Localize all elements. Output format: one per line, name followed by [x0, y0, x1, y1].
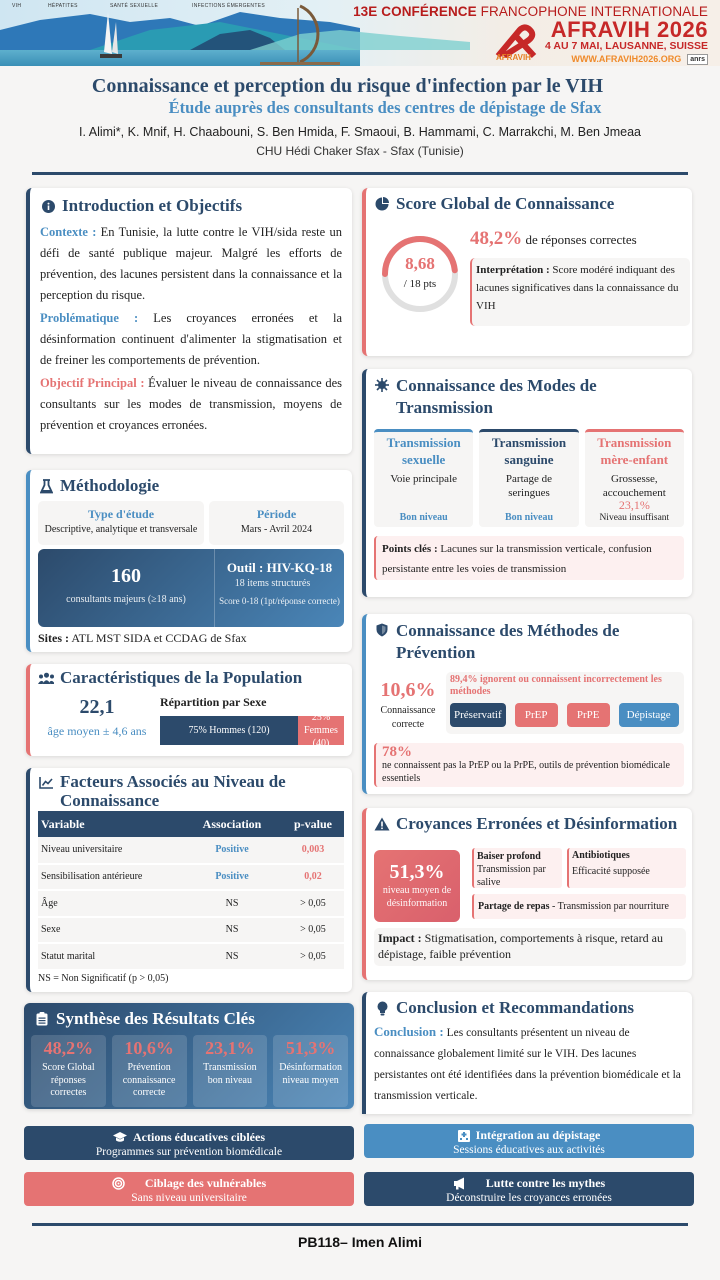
clipboard-icon	[34, 1011, 50, 1027]
chart-line-icon	[38, 774, 54, 790]
prevention-title-row	[374, 620, 684, 664]
score-percent: 48,2%	[470, 228, 523, 249]
objectif-text: Évaluer le niveau de connaissance des consultants sur les modes de transmission, moyens de prévention et croyances erronées.	[40, 376, 342, 432]
recommendation-card	[364, 1124, 694, 1158]
synthesis-item	[193, 1035, 268, 1107]
population-title: Caractéristiques de la Population	[60, 668, 303, 687]
synthesis-card	[24, 1003, 354, 1109]
sex-bar	[160, 712, 344, 749]
recommendation-card	[24, 1126, 354, 1160]
contexte-text: En Tunisie, la lutte contre le VIH/sida reste un défi de santé publique majeur. Malgré les efforts de prévention, des lacunes persistent dans la connaissance et la perception du risque.	[40, 225, 342, 302]
table-row	[38, 943, 344, 970]
study-type-label: Type d'étude	[87, 507, 155, 521]
sample-tool-panel	[38, 549, 344, 627]
belief-text: Efficacité supposée	[572, 866, 650, 877]
sites-value: ATL MST SIDA et CCDAG de Sfax	[71, 631, 247, 645]
sex-bar-women: 25% Femmes (40)	[298, 716, 344, 745]
score-card	[362, 188, 692, 356]
synthesis-label: Désinformation niveau moyen	[279, 1062, 342, 1086]
misinformation-label: niveau moyen de désinformation	[382, 885, 452, 909]
target-icon	[112, 1177, 125, 1190]
period-box	[209, 501, 344, 545]
factors-table-header	[38, 811, 344, 837]
problematique-label: Problématique :	[40, 311, 139, 325]
chart-pie-icon	[374, 196, 390, 212]
key-points-text: Lacunes sur la transmission verticale, confusion persistante entre les voies de transmission	[382, 543, 652, 575]
sample-description: consultants majeurs (≥18 ans)	[66, 594, 186, 605]
banner-topic: SANTÉ SEXUELLE	[110, 3, 159, 9]
transmission-mode-level: Bon niveau	[399, 512, 448, 523]
table-row	[38, 864, 344, 891]
recommendation-subtitle: Sessions éducatives aux activités	[453, 1144, 605, 1156]
prevention-method-tag: Dépistage	[619, 703, 679, 727]
score-max: / 18 pts	[403, 278, 437, 290]
cell-pvalue: > 0,05	[300, 950, 326, 962]
recommendation-title: Ciblage des vulnérables	[144, 1176, 267, 1190]
cell-association: Positive	[215, 844, 249, 856]
recommendation-subtitle: Sans niveau universitaire	[131, 1192, 247, 1204]
synthesis-value: 10,6%	[124, 1038, 174, 1058]
impact-box	[374, 928, 686, 966]
prep-stat-text: ne connaissent pas la PrEP ou la PrPE, outils de prévention biomédicale essentiels	[382, 760, 670, 784]
column-header-pvalue: p-value	[293, 816, 332, 831]
factors-table	[38, 811, 344, 971]
mean-age-value: 22,1	[79, 696, 115, 718]
synthesis-item	[31, 1035, 106, 1107]
synthesis-item	[112, 1035, 187, 1107]
intro-card	[26, 188, 352, 454]
cell-variable: Niveau universitaire	[41, 844, 123, 856]
score-title-row	[374, 194, 684, 214]
transmission-title: Connaissance des Modes de Transmission	[396, 376, 597, 417]
impact-label: Impact :	[378, 931, 422, 945]
recommendation-card	[24, 1172, 354, 1206]
cell-association: NS	[225, 950, 239, 962]
prevention-ignore-text: 89,4% ignorent ou connaissent incorrectement les méthodes	[450, 674, 662, 697]
synthesis-value: 23,1%	[205, 1038, 255, 1058]
intro-title-row	[40, 196, 342, 216]
footer-divider	[32, 1223, 688, 1226]
affiliation: CHU Hédi Chaker Sfax - Sfax (Tunisie)	[256, 144, 464, 158]
conclusion-title: Conclusion et Recommandations	[396, 998, 635, 1017]
interpretation-text: Score modéré indiquant des lacunes significatives dans la connaissance du VIH	[476, 264, 679, 312]
factors-note: NS = Non Significatif (p > 0,05)	[38, 972, 169, 984]
recommendation-subtitle: Déconstruire les croyances erronées	[446, 1192, 612, 1204]
cell-variable: Sexe	[41, 924, 61, 936]
megaphone-icon	[453, 1177, 466, 1190]
transmission-title-row	[374, 375, 684, 419]
transmission-card	[362, 369, 692, 597]
conference-banner	[0, 0, 720, 66]
prevention-method-tag: PrEP	[515, 703, 558, 727]
prevention-title: Connaissance des Méthodes de Prévention	[396, 621, 620, 662]
impact-text: Stigmatisation, comportements à risque, retard au dépistage, faible prévention	[378, 931, 663, 961]
tool-info	[215, 549, 344, 627]
sites-label: Sites :	[38, 631, 69, 645]
belief-text: Transmission par salive	[477, 864, 546, 888]
transmission-mode-percent: 23,1%	[618, 498, 650, 512]
banner-topic: INFECTIONS ÉMERGENTES	[192, 3, 265, 9]
graduation-cap-icon	[113, 1132, 127, 1143]
cell-variable: Sensibilisation antérieure	[41, 871, 143, 883]
synthesis-value: 48,2%	[43, 1038, 94, 1058]
prep-stat-box	[374, 743, 684, 787]
conference-website[interactable]: WWW.AFRAVIH2026.ORG	[571, 54, 682, 64]
key-points-label: Points clés :	[382, 543, 438, 555]
belief-title: Baiser profond	[477, 851, 541, 862]
cell-pvalue: > 0,05	[300, 897, 326, 909]
factors-card	[26, 768, 352, 992]
prevention-method-tag: PrPE	[567, 703, 610, 727]
prevention-correct	[374, 672, 442, 734]
methodology-title: Méthodologie	[60, 476, 160, 495]
banner-topic: VIH	[12, 3, 22, 9]
belief-item	[567, 848, 686, 888]
sample-count: 160	[111, 565, 141, 587]
score-value: 8,68	[405, 254, 435, 273]
belief-text: - Transmission par nourriture	[551, 901, 669, 912]
mean-age	[38, 692, 156, 745]
recommendation-title: Lutte contre les mythes	[485, 1176, 606, 1190]
problematique-text: Les croyances erronées et la désinformation continuent d'alimenter la stigmatisation et de freiner les comportements de prévention.	[40, 311, 343, 367]
conclusion-title-row	[374, 998, 684, 1018]
virus-icon	[374, 377, 390, 393]
info-circle-icon	[40, 198, 56, 214]
transmission-mode-card	[585, 429, 684, 527]
recommendation-title: Intégration au dépistage	[475, 1128, 601, 1142]
intro-title: Introduction et Objectifs	[62, 196, 243, 215]
misinformation-level	[374, 850, 460, 922]
sex-distribution	[160, 692, 344, 749]
cell-variable: Statut marital	[41, 950, 96, 962]
logo-text: AFRAVIH	[496, 53, 531, 62]
score-title: Score Global de Connaissance	[396, 194, 615, 213]
belief-item	[472, 894, 686, 919]
conference-dates: 4 AU 7 MAI, LAUSANNE, SUISSE	[545, 40, 708, 52]
tool-items: 18 items structurés	[234, 578, 311, 589]
mean-age-label: âge moyen ± 4,6 ans	[47, 724, 147, 738]
hospital-icon	[458, 1129, 470, 1142]
cell-pvalue: > 0,05	[300, 924, 326, 936]
synthesis-item	[273, 1035, 348, 1107]
beliefs-title-row	[374, 814, 684, 834]
anrs-logo: anrs	[687, 54, 708, 65]
key-points-box	[374, 536, 684, 580]
poster-title: Connaissance et perception du risque d'infection par le VIH	[91, 75, 604, 97]
score-percent-row	[470, 228, 637, 251]
belief-title: Partage de repas	[478, 901, 550, 912]
conclusion-label: Conclusion :	[374, 1024, 444, 1039]
warning-icon	[374, 816, 390, 832]
objectif-label: Objectif Principal :	[40, 376, 145, 390]
transmission-mode-card	[479, 429, 578, 527]
recommendation-card	[364, 1172, 694, 1206]
study-type-box	[38, 501, 204, 545]
transmission-mode-card	[374, 429, 473, 527]
cell-pvalue: 0,02	[304, 871, 322, 883]
transmission-mode-desc: Voie principale	[390, 473, 458, 485]
recommendation-title: Actions éducatives ciblées	[133, 1130, 265, 1144]
study-type-value: Descriptive, analytique et transversale	[44, 524, 198, 535]
beliefs-title: Croyances Erronées et Désinformation	[396, 814, 678, 833]
table-row	[38, 917, 344, 944]
transmission-mode-title: Transmission sanguine	[491, 435, 567, 467]
banner-topic: HÉPATITES	[48, 3, 78, 9]
transmission-mode-desc: Grossesse, accouchement	[602, 473, 666, 499]
recommendation-subtitle: Programmes sur prévention biomédicale	[95, 1146, 283, 1158]
period-label: Période	[256, 507, 297, 521]
factors-title-row	[38, 772, 344, 810]
prevention-methods-box	[446, 672, 684, 734]
synthesis-title: Synthèse des Résultats Clés	[56, 1009, 255, 1028]
conference-name: AFRAVIH 2026	[550, 17, 708, 42]
poster-id: PB118– Imen Alimi	[298, 1234, 422, 1250]
population-card	[26, 664, 352, 756]
poster-subtitle: Étude auprès des consultants des centres de dépistage de Sfax	[168, 98, 602, 117]
sex-bar-men: 75% Hommes (120)	[160, 716, 298, 745]
synthesis-label: Prévention connaissance correcte	[122, 1062, 176, 1098]
prevention-percent: 10,6%	[380, 679, 436, 701]
prevention-card	[362, 614, 692, 794]
transmission-mode-title: Transmission sexuelle	[386, 435, 461, 467]
period-value: Mars - Avril 2024	[240, 524, 313, 535]
conclusion-card	[362, 992, 692, 1114]
prep-stat-value: 78%	[382, 744, 412, 760]
cell-association: NS	[225, 897, 239, 909]
interpretation-label: Interprétation :	[476, 264, 550, 276]
factors-title: Facteurs Associés au Niveau de Connaissance	[60, 772, 286, 810]
contexte-label: Contexte :	[40, 225, 97, 239]
poster-header	[0, 74, 720, 160]
conclusion-text: Les consultants présentent un niveau de connaissance globalement limité sur le VIH. Des lacunes persistantes ont été identifiées dans la prévention biomédicale et la transmission verticale.	[374, 1027, 681, 1102]
misinformation-percent: 51,3%	[389, 861, 445, 883]
sex-distribution-title: Répartition par Sexe	[160, 695, 267, 709]
methodology-title-row	[38, 476, 344, 496]
population-title-row	[38, 668, 344, 688]
cell-pvalue: 0,003	[301, 844, 325, 856]
header-divider	[32, 172, 688, 175]
tool-scoring: Score 0-18 (1pt/réponse correcte)	[219, 596, 340, 606]
column-header-variable: Variable	[41, 816, 85, 831]
transmission-mode-title: Transmission mère-enfant	[597, 435, 672, 467]
lightbulb-icon	[374, 1000, 390, 1016]
users-icon	[38, 670, 54, 686]
belief-title: Antibiotiques	[572, 850, 630, 861]
prevention-method-tag: Préservatif	[450, 703, 506, 727]
synthesis-title-row	[30, 1009, 348, 1029]
flask-icon	[38, 478, 54, 494]
cell-association: NS	[225, 924, 239, 936]
tool-name: Outil : HIV-KQ-18	[226, 560, 333, 575]
table-row	[38, 890, 344, 917]
belief-item	[472, 848, 562, 888]
cell-variable: Âge	[41, 897, 58, 909]
conference-info	[353, 4, 708, 65]
table-row	[38, 837, 344, 864]
synthesis-label: Transmission bon niveau	[203, 1062, 257, 1086]
prevention-percent-label: Connaissance correcte	[380, 705, 436, 730]
synthesis-label: Score Global réponses correctes	[42, 1062, 95, 1098]
transmission-mode-level: Niveau insuffisant	[599, 513, 670, 523]
cell-association: Positive	[215, 871, 249, 883]
score-percent-label: de réponses correctes	[525, 232, 637, 247]
column-header-association: Association	[202, 816, 262, 831]
conference-edition: 13E CONFÉRENCE	[353, 4, 477, 19]
conference-type: FRANCOPHONE INTERNATIONALE	[480, 4, 708, 19]
methodology-card	[26, 470, 352, 652]
interpretation-box	[470, 258, 690, 326]
synthesis-value: 51,3%	[285, 1038, 336, 1058]
sample-size	[38, 549, 215, 627]
shield-icon	[374, 622, 390, 638]
transmission-mode-level: Bon niveau	[504, 512, 554, 523]
authors: I. Alimi*, K. Mnif, H. Chaabouni, S. Ben Hmida, F. Smaoui, B. Hammami, C. Marrakchi, M. Ben Jmeaa	[79, 125, 641, 139]
beliefs-card	[362, 808, 692, 980]
transmission-mode-desc: Partage de seringues	[505, 473, 553, 499]
